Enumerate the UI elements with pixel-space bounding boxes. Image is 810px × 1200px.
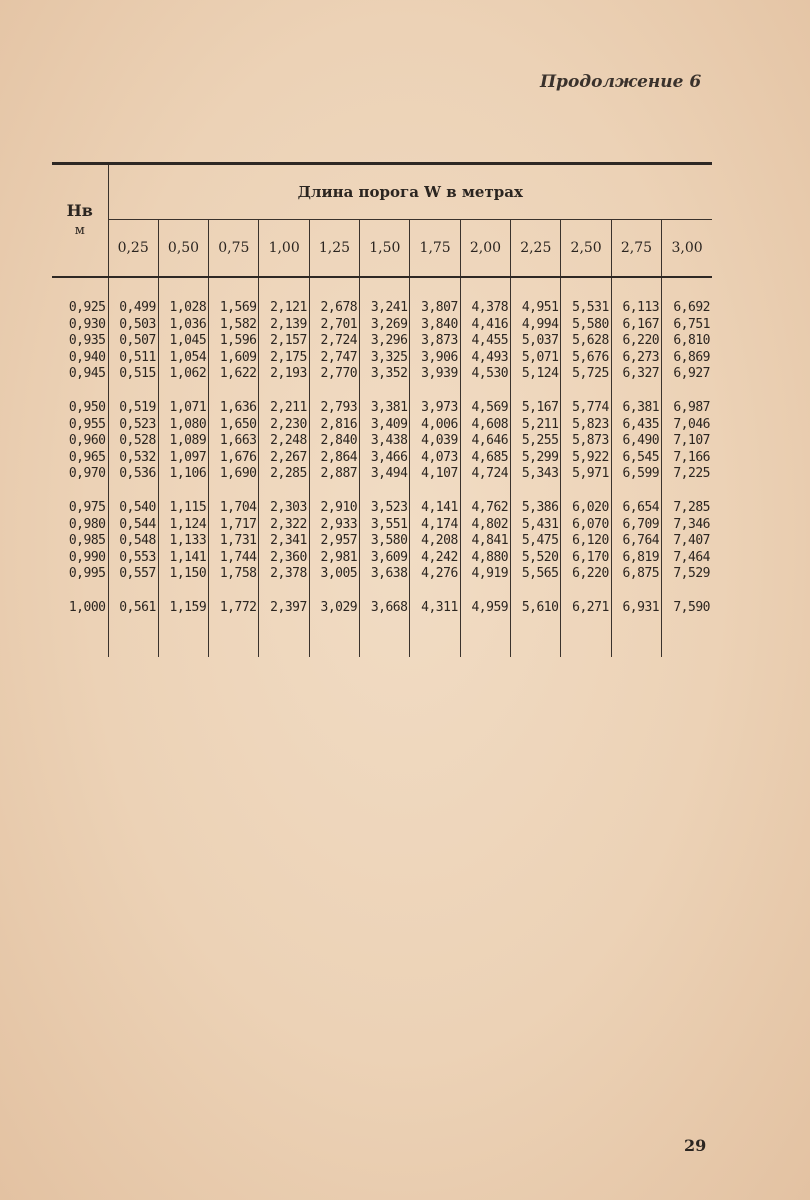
- table-cell: 3,296: [360, 333, 410, 350]
- table-cell: 2,285: [259, 466, 309, 483]
- table-cell: 4,646: [460, 433, 510, 450]
- table-row: [52, 333, 712, 350]
- column-header: 1,50: [360, 220, 410, 277]
- table-row: [52, 566, 712, 583]
- table-cell: 1,731: [209, 533, 259, 550]
- table-cell: 1,150: [158, 566, 208, 583]
- table-cell: 3,381: [360, 400, 410, 417]
- table-cell: 4,416: [460, 317, 510, 334]
- table-cell: 5,610: [511, 600, 561, 617]
- column-header: 2,50: [561, 220, 611, 277]
- table-cell: 2,816: [309, 417, 359, 434]
- table-cell: 6,220: [611, 333, 661, 350]
- h-value: 0,990: [68, 549, 106, 565]
- table-cell: 2,981: [309, 550, 359, 567]
- table-cell: 2,303: [259, 500, 309, 517]
- table-cell: 6,271: [561, 600, 611, 617]
- table-cell: 3,494: [360, 466, 410, 483]
- table-cell: 7,225: [662, 466, 712, 483]
- column-header: 2,00: [460, 220, 510, 277]
- table-cell: 4,994: [511, 317, 561, 334]
- table-cell: 7,529: [662, 566, 712, 583]
- table-cell: 2,175: [259, 350, 309, 367]
- table-cell: 5,823: [561, 417, 611, 434]
- table-cell: 5,211: [511, 417, 561, 434]
- table-cell: 5,386: [511, 500, 561, 517]
- h-value: 0,925: [68, 300, 106, 315]
- table-cell: 5,071: [511, 350, 561, 367]
- table-cell: 6,927: [662, 366, 712, 383]
- table-row: [52, 350, 712, 367]
- table-cell: 7,407: [662, 533, 712, 550]
- group-spacer: [52, 383, 712, 400]
- table-cell: 4,959: [460, 600, 510, 617]
- table-cell: 4,569: [460, 400, 510, 417]
- table-cell: 1,650: [209, 417, 259, 434]
- table-cell: 1,690: [209, 466, 259, 483]
- table-cell: 5,531: [561, 300, 611, 317]
- table-cell: 6,273: [611, 350, 661, 367]
- table-cell: 1,569: [209, 300, 259, 317]
- table-cell: 2,701: [309, 317, 359, 334]
- table-cell: 6,692: [662, 300, 712, 317]
- table-cell: 5,628: [561, 333, 611, 350]
- table-cell: 2,267: [259, 450, 309, 467]
- column-header-row: [52, 220, 712, 277]
- table-cell: 3,906: [410, 350, 460, 367]
- table-cell: 5,037: [511, 333, 561, 350]
- table-row: [52, 433, 712, 450]
- table-cell: 3,523: [360, 500, 410, 517]
- table-cell: 3,668: [360, 600, 410, 617]
- table-cell: 1,141: [158, 550, 208, 567]
- table-row: [52, 366, 712, 383]
- table-cell: 6,545: [611, 450, 661, 467]
- table-cell: 1,062: [158, 366, 208, 383]
- column-header: 3,00: [662, 220, 712, 277]
- table-cell: 1,028: [158, 300, 208, 317]
- table-row: [52, 466, 712, 483]
- table-cell: 6,327: [611, 366, 661, 383]
- column-header: 2,25: [511, 220, 561, 277]
- table-cell: 3,352: [360, 366, 410, 383]
- table-cell: 1,071: [158, 400, 208, 417]
- table-cell: 6,987: [662, 400, 712, 417]
- table-cell: 4,073: [410, 450, 460, 467]
- table-cell: 1,582: [209, 317, 259, 334]
- table-cell: 6,120: [561, 533, 611, 550]
- table-cell: 3,029: [309, 600, 359, 617]
- table-cell: 6,381: [611, 400, 661, 417]
- table-cell: 0,532: [108, 450, 158, 467]
- table-cell: 4,724: [460, 466, 510, 483]
- table-cell: 5,343: [511, 466, 561, 483]
- table-cell: 5,565: [511, 566, 561, 583]
- table-cell: 6,113: [611, 300, 661, 317]
- table-cell: 3,269: [360, 317, 410, 334]
- table-cell: 6,869: [662, 350, 712, 367]
- table-cell: 2,864: [309, 450, 359, 467]
- table-cell: 2,933: [309, 517, 359, 534]
- table-cell: 2,747: [309, 350, 359, 367]
- table-cell: 5,124: [511, 366, 561, 383]
- table-cell: 4,107: [410, 466, 460, 483]
- table-cell: 2,957: [309, 533, 359, 550]
- table-cell: 6,020: [561, 500, 611, 517]
- table-cell: 7,166: [662, 450, 712, 467]
- table-cell: 1,124: [158, 517, 208, 534]
- table-cell: 6,810: [662, 333, 712, 350]
- table-cell: 4,311: [410, 600, 460, 617]
- h-value: 0,930: [68, 316, 106, 332]
- table-cell: 4,208: [410, 533, 460, 550]
- table-cell: 1,054: [158, 350, 208, 367]
- table-cell: 0,515: [108, 366, 158, 383]
- table-cell: 2,910: [309, 500, 359, 517]
- group-spacer: [52, 277, 712, 300]
- h-value: 0,965: [68, 449, 106, 465]
- table-cell: 3,939: [410, 366, 460, 383]
- table-cell: 3,241: [360, 300, 410, 317]
- table-cell: 0,536: [108, 466, 158, 483]
- table-cell: 3,840: [410, 317, 460, 334]
- table-cell: 2,793: [309, 400, 359, 417]
- table-cell: 5,475: [511, 533, 561, 550]
- table-body: [52, 277, 712, 657]
- table-cell: 0,528: [108, 433, 158, 450]
- table-cell: 1,133: [158, 533, 208, 550]
- table-cell: 5,431: [511, 517, 561, 534]
- table-cell: 6,764: [611, 533, 661, 550]
- table-cell: 2,840: [309, 433, 359, 450]
- h-value: 0,960: [68, 433, 106, 449]
- table-cell: 5,676: [561, 350, 611, 367]
- table-cell: 4,455: [460, 333, 510, 350]
- h-value: 0,975: [68, 499, 106, 515]
- table-cell: 6,070: [561, 517, 611, 534]
- table-cell: 6,599: [611, 466, 661, 483]
- h-column-header: [52, 164, 108, 277]
- table-cell: 1,772: [209, 600, 259, 617]
- table-cell: 6,167: [611, 317, 661, 334]
- group-spacer: [52, 483, 712, 500]
- table-cell: 3,638: [360, 566, 410, 583]
- table-title: Длина порога W в метрах: [108, 164, 712, 220]
- table-cell: 6,819: [611, 550, 661, 567]
- table-cell: 4,242: [410, 550, 460, 567]
- table-row: [52, 300, 712, 317]
- table-cell: 7,107: [662, 433, 712, 450]
- table-cell: 3,973: [410, 400, 460, 417]
- table-cell: 4,608: [460, 417, 510, 434]
- table-cell: 7,046: [662, 417, 712, 434]
- h-value: 0,980: [68, 516, 106, 532]
- table-cell: 2,139: [259, 317, 309, 334]
- table-cell: 6,751: [662, 317, 712, 334]
- table-cell: 4,276: [410, 566, 460, 583]
- table-cell: 2,322: [259, 517, 309, 534]
- table-row: [52, 600, 712, 617]
- table-cell: 4,378: [460, 300, 510, 317]
- table-cell: 5,873: [561, 433, 611, 450]
- table-cell: 3,325: [360, 350, 410, 367]
- column-header: 0,75: [209, 220, 259, 277]
- table-cell: 1,717: [209, 517, 259, 534]
- table-cell: 0,499: [108, 300, 158, 317]
- table-cell: 6,931: [611, 600, 661, 617]
- table-row: [52, 550, 712, 567]
- h-value: 0,970: [68, 466, 106, 482]
- table-cell: 5,922: [561, 450, 611, 467]
- table-cell: 7,285: [662, 500, 712, 517]
- table-cell: 6,709: [611, 517, 661, 534]
- table-cell: 2,157: [259, 333, 309, 350]
- table-cell: 6,170: [561, 550, 611, 567]
- h-unit: м: [74, 222, 85, 238]
- table-cell: 5,299: [511, 450, 561, 467]
- table-cell: 4,685: [460, 450, 510, 467]
- table-cell: 1,159: [158, 600, 208, 617]
- h-value: 0,995: [68, 566, 106, 582]
- table-cell: 0,511: [108, 350, 158, 367]
- table-cell: 3,551: [360, 517, 410, 534]
- table-cell: 4,841: [460, 533, 510, 550]
- table-cell: 5,255: [511, 433, 561, 450]
- table-cell: 4,141: [410, 500, 460, 517]
- h-value: 0,935: [68, 333, 106, 349]
- table-cell: 3,873: [410, 333, 460, 350]
- table-row: [52, 517, 712, 534]
- table-cell: 7,346: [662, 517, 712, 534]
- table-cell: 4,951: [511, 300, 561, 317]
- table-cell: 0,548: [108, 533, 158, 550]
- table-cell: 4,880: [460, 550, 510, 567]
- table-cell: 1,609: [209, 350, 259, 367]
- table-row: [52, 317, 712, 334]
- table-cell: 3,580: [360, 533, 410, 550]
- table-cell: 1,622: [209, 366, 259, 383]
- table-cell: 3,409: [360, 417, 410, 434]
- table-cell: 0,557: [108, 566, 158, 583]
- table-cell: 1,097: [158, 450, 208, 467]
- table-cell: 7,590: [662, 600, 712, 617]
- table-cell: 5,971: [561, 466, 611, 483]
- table-cell: 0,523: [108, 417, 158, 434]
- table-cell: 1,045: [158, 333, 208, 350]
- table-cell: 1,663: [209, 433, 259, 450]
- data-table-container: [52, 162, 712, 657]
- table-cell: 0,553: [108, 550, 158, 567]
- table-cell: 0,540: [108, 500, 158, 517]
- table-cell: 1,036: [158, 317, 208, 334]
- table-cell: 2,397: [259, 600, 309, 617]
- table-cell: 2,341: [259, 533, 309, 550]
- table-cell: 2,121: [259, 300, 309, 317]
- column-header: 1,00: [259, 220, 309, 277]
- table-cell: 4,006: [410, 417, 460, 434]
- table-cell: 1,704: [209, 500, 259, 517]
- table-cell: 5,520: [511, 550, 561, 567]
- table-cell: 2,248: [259, 433, 309, 450]
- table-cell: 4,919: [460, 566, 510, 583]
- discharge-table: [52, 162, 712, 657]
- h-value: 0,945: [68, 366, 106, 382]
- table-cell: 0,503: [108, 317, 158, 334]
- table-cell: 2,378: [259, 566, 309, 583]
- table-cell: 2,770: [309, 366, 359, 383]
- h-label: Hв: [66, 200, 93, 220]
- table-cell: 6,220: [561, 566, 611, 583]
- table-cell: 4,174: [410, 517, 460, 534]
- h-value: 0,940: [68, 349, 106, 365]
- table-cell: 3,005: [309, 566, 359, 583]
- table-cell: 4,530: [460, 366, 510, 383]
- table-cell: 1,596: [209, 333, 259, 350]
- table-cell: 4,039: [410, 433, 460, 450]
- table-cell: 4,493: [460, 350, 510, 367]
- table-cell: 6,490: [611, 433, 661, 450]
- table-cell: 0,544: [108, 517, 158, 534]
- h-value: 1,000: [68, 599, 106, 615]
- table-cell: 6,654: [611, 500, 661, 517]
- group-spacer: [52, 617, 712, 657]
- table-cell: 5,167: [511, 400, 561, 417]
- table-row: [52, 400, 712, 417]
- table-cell: 3,438: [360, 433, 410, 450]
- table-row: [52, 450, 712, 467]
- table-cell: 2,887: [309, 466, 359, 483]
- table-cell: 3,807: [410, 300, 460, 317]
- table-cell: 1,744: [209, 550, 259, 567]
- column-header: 0,50: [158, 220, 208, 277]
- group-spacer: [52, 583, 712, 600]
- table-cell: 2,211: [259, 400, 309, 417]
- table-cell: 2,193: [259, 366, 309, 383]
- table-cell: 2,724: [309, 333, 359, 350]
- table-cell: 1,115: [158, 500, 208, 517]
- table-cell: 4,762: [460, 500, 510, 517]
- table-cell: 0,519: [108, 400, 158, 417]
- table-cell: 7,464: [662, 550, 712, 567]
- table-cell: 3,466: [360, 450, 410, 467]
- table-cell: 6,435: [611, 417, 661, 434]
- h-value: 0,955: [68, 416, 106, 432]
- table-cell: 1,758: [209, 566, 259, 583]
- table-cell: 2,678: [309, 300, 359, 317]
- page-number: 29: [684, 1136, 707, 1155]
- column-header: 1,25: [309, 220, 359, 277]
- column-header: 1,75: [410, 220, 460, 277]
- table-cell: 0,507: [108, 333, 158, 350]
- table-cell: 1,676: [209, 450, 259, 467]
- table-cell: 2,360: [259, 550, 309, 567]
- table-cell: 2,230: [259, 417, 309, 434]
- h-value: 0,985: [68, 533, 106, 549]
- table-cell: 5,774: [561, 400, 611, 417]
- table-cell: 5,725: [561, 366, 611, 383]
- table-cell: 1,636: [209, 400, 259, 417]
- h-value: 0,950: [68, 399, 106, 415]
- table-cell: 1,106: [158, 466, 208, 483]
- table-row: [52, 533, 712, 550]
- table-cell: 0,561: [108, 600, 158, 617]
- column-header: 2,75: [611, 220, 661, 277]
- table-cell: 1,080: [158, 417, 208, 434]
- table-cell: 5,580: [561, 317, 611, 334]
- table-row: [52, 417, 712, 434]
- column-header: 0,25: [108, 220, 158, 277]
- table-row: [52, 500, 712, 517]
- continuation-heading: Продолжение 6: [540, 72, 702, 92]
- table-cell: 4,802: [460, 517, 510, 534]
- table-cell: 1,089: [158, 433, 208, 450]
- table-cell: 3,609: [360, 550, 410, 567]
- table-cell: 6,875: [611, 566, 661, 583]
